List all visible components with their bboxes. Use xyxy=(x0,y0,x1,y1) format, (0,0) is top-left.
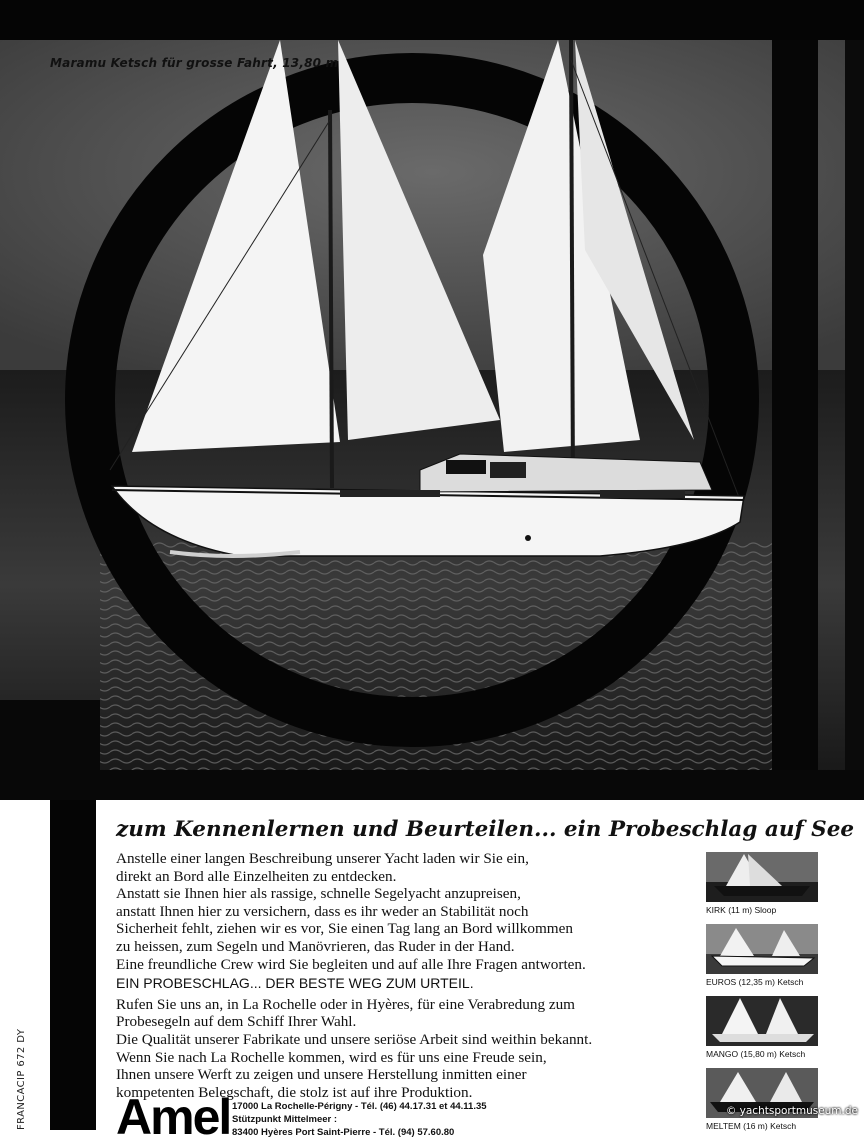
model-kirk xyxy=(706,852,818,915)
model-label: MANGO (15,80 m) Ketsch xyxy=(706,1049,806,1059)
model-label: MELTEM (16 m) Ketsch xyxy=(706,1121,797,1131)
body-line: Sicherheit fehlt, ziehen wir es vor, Sie einen Tag lang an Bord willkommen xyxy=(116,920,573,938)
body-text xyxy=(116,850,691,1101)
model-euros xyxy=(706,924,818,987)
body-line: Die Qualität unserer Fabrikate und unsere seriöse Arbeit sind weithin bekannt. xyxy=(116,1030,593,1048)
model-meltem xyxy=(706,1068,818,1131)
watermark: © yachtsportmuseum.de xyxy=(725,1105,858,1117)
body-line: zu heissen, zum Segeln und Manövrieren, das Ruder in der Hand. xyxy=(116,937,515,955)
side-code: FRANCACIP 672 DY xyxy=(16,1028,27,1130)
body-line: kompetenten Belegschaft, die stolz ist auf ihre Produktion. xyxy=(116,1083,473,1101)
ketch-thumbnail-icon xyxy=(706,996,818,1046)
model-label: KIRK (11 m) Sloop xyxy=(706,905,777,915)
model-mango xyxy=(706,996,818,1059)
address-line: 17000 La Rochelle-Périgny - Tél. (46) 44.17.31 et 44.11.35 xyxy=(232,1101,487,1112)
body-line: Anstatt sie Ihnen hier als rassige, schnelle Segelyacht anzupreisen, xyxy=(116,885,521,903)
body-line: Probesegeln auf dem Schiff Ihrer Wahl. xyxy=(116,1013,357,1031)
body-caps-line: EIN PROBESCHLAG... DER BESTE WEG ZUM URTEIL. xyxy=(116,975,474,992)
ketch-thumbnail-icon xyxy=(706,924,818,974)
body-line: Eine freundliche Crew wird Sie begleiten und auf alle Ihre Fragen antworten. xyxy=(116,955,586,973)
address-line: Stützpunkt Mittelmeer : xyxy=(232,1114,338,1125)
body-line: direkt an Bord alle Einzelheiten zu entdecken. xyxy=(116,867,397,885)
body-line: Rufen Sie uns an, in La Rochelle oder in Hyères, für eine Verabredung zum xyxy=(116,995,575,1013)
left-black-bar xyxy=(50,800,96,1130)
model-label: EUROS (12,35 m) Ketsch xyxy=(706,977,804,987)
amel-logo: Amel xyxy=(116,1089,231,1145)
body-line: Wenn Sie nach La Rochelle kommen, wird es für uns eine Freude sein, xyxy=(116,1048,547,1066)
headline: zum Kennenlernen und Beurteilen... ein Probeschlag auf See xyxy=(116,817,855,842)
address-line: 83400 Hyères Port Saint-Pierre - Tél. (94) 57.60.80 xyxy=(232,1127,455,1138)
sloop-thumbnail-icon xyxy=(706,852,818,902)
body-line: Anstelle einer langen Beschreibung unserer Yacht laden wir Sie ein, xyxy=(116,850,529,867)
body-line: Ihnen unsere Werft zu zeigen und unsere Herstellung inmitten einer xyxy=(116,1066,527,1084)
body-line: anstatt Ihnen hier zu versichern, dass es ihr weder an Stabilität noch xyxy=(116,902,529,920)
photo-caption: Maramu Ketsch für grosse Fahrt, 13,80 m xyxy=(50,56,339,70)
address-block xyxy=(232,1100,487,1139)
